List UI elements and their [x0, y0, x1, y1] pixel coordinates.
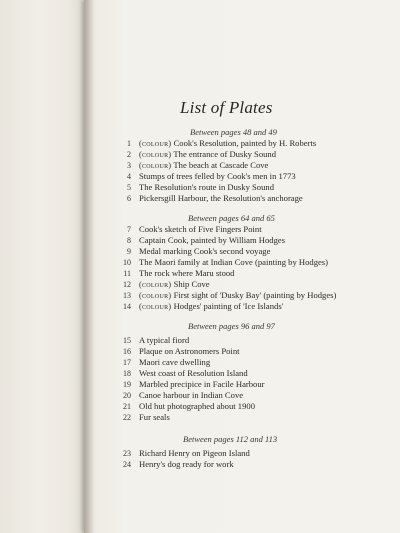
plate-title: The entrance of Dusky Sound — [173, 149, 277, 159]
list-item — [113, 346, 240, 357]
plate-title: Ship Cove — [173, 279, 210, 289]
section-heading: Between pages 64 and 65 — [188, 213, 275, 223]
plate-number: 16 — [123, 347, 131, 356]
facing-page — [0, 0, 90, 533]
plate-title: First sight of 'Dusky Bay' (painting by Hodges) — [173, 290, 337, 300]
plate-title: West coast of Resolution Island — [139, 368, 248, 378]
colour-tag: (colour) — [139, 280, 172, 289]
plate-number: 23 — [123, 449, 131, 458]
plate-number: 13 — [123, 291, 131, 300]
plate-number: 24 — [123, 460, 131, 469]
plate-title: The beach at Cascade Cove — [173, 160, 269, 170]
list-item — [113, 448, 250, 459]
plate-number: 7 — [127, 225, 131, 234]
plate-title: Plaque on Astronomers Point — [139, 346, 240, 356]
plate-title: Fur seals — [139, 412, 170, 422]
plate-number: 22 — [123, 413, 131, 422]
plate-number: 2 — [127, 150, 131, 159]
list-item — [113, 279, 210, 290]
colour-tag: (colour) — [139, 161, 172, 170]
list-item — [113, 401, 255, 412]
plate-number: 19 — [123, 380, 131, 389]
plate-number: 6 — [127, 194, 131, 203]
list-item — [113, 368, 248, 379]
list-item — [113, 193, 303, 204]
plate-number: 12 — [123, 280, 131, 289]
plate-title: Maori cave dwelling — [139, 357, 211, 367]
plate-title: Richard Henry on Pigeon Island — [139, 448, 250, 458]
list-item — [113, 379, 265, 390]
list-item — [113, 246, 270, 257]
list-item — [113, 224, 262, 235]
section-heading: Between pages 112 and 113 — [183, 434, 278, 444]
plate-title: Henry's dog ready for work — [139, 459, 234, 469]
plate-title: Hodges' painting of 'Ice Islands' — [173, 301, 284, 311]
plate-title: A typical fiord — [139, 335, 190, 345]
plate-number: 18 — [123, 369, 131, 378]
plate-number: 21 — [123, 402, 131, 411]
plate-title: The Resolution's route in Dusky Sound — [139, 182, 274, 192]
list-item — [113, 160, 268, 171]
section-heading: Between pages 48 and 49 — [190, 127, 277, 137]
list-item — [113, 335, 189, 346]
list-item — [113, 357, 210, 368]
plate-number: 4 — [127, 172, 131, 181]
plate-number: 5 — [127, 183, 131, 192]
plate-number: 10 — [123, 258, 131, 267]
list-item — [113, 459, 234, 470]
plate-title: The Maori family at Indian Cove (painting by Hodges) — [139, 257, 329, 267]
plate-title: Stumps of trees felled by Cook's men in 1773 — [139, 171, 296, 181]
plate-title: Captain Cook, painted by William Hodges — [139, 235, 286, 245]
plate-number: 1 — [127, 139, 131, 148]
plate-number: 17 — [123, 358, 131, 367]
list-item — [113, 149, 276, 160]
colour-tag: (colour) — [139, 139, 172, 148]
list-item — [113, 257, 328, 268]
list-item — [113, 412, 170, 423]
plate-number: 11 — [123, 269, 131, 278]
page-title: List of Plates — [180, 98, 273, 117]
list-item — [113, 235, 285, 246]
plate-title: Cook's sketch of Five Fingers Point — [139, 224, 262, 234]
plate-number: 14 — [123, 302, 131, 311]
plate-title: Marbled precipice in Facile Harbour — [139, 379, 265, 389]
gutter-shadow — [84, 0, 94, 533]
plate-number: 15 — [123, 336, 131, 345]
list-item — [113, 390, 243, 401]
plate-title: The rock where Maru stood — [139, 268, 235, 278]
plate-title: Cook's Resolution, painted by H. Roberts — [173, 138, 317, 148]
section-heading: Between pages 96 and 97 — [188, 321, 275, 331]
list-item — [113, 138, 316, 149]
list-item — [113, 290, 336, 301]
list-item — [113, 268, 234, 279]
plate-title: Canoe harbour in Indian Cove — [139, 390, 244, 400]
plate-number: 20 — [123, 391, 131, 400]
plate-number: 3 — [127, 161, 131, 170]
colour-tag: (colour) — [139, 291, 172, 300]
list-item — [113, 182, 274, 193]
plate-number: 9 — [127, 247, 131, 256]
colour-tag: (colour) — [139, 150, 172, 159]
list-item — [113, 171, 296, 182]
colour-tag: (colour) — [139, 302, 172, 311]
plate-title: Medal marking Cook's second voyage — [139, 246, 271, 256]
plate-number: 8 — [127, 236, 131, 245]
plate-title: Old hut photographed about 1900 — [139, 401, 255, 411]
list-item — [113, 301, 283, 312]
plate-title: Pickersgill Harbour, the Resolution's anchorage — [139, 193, 303, 203]
